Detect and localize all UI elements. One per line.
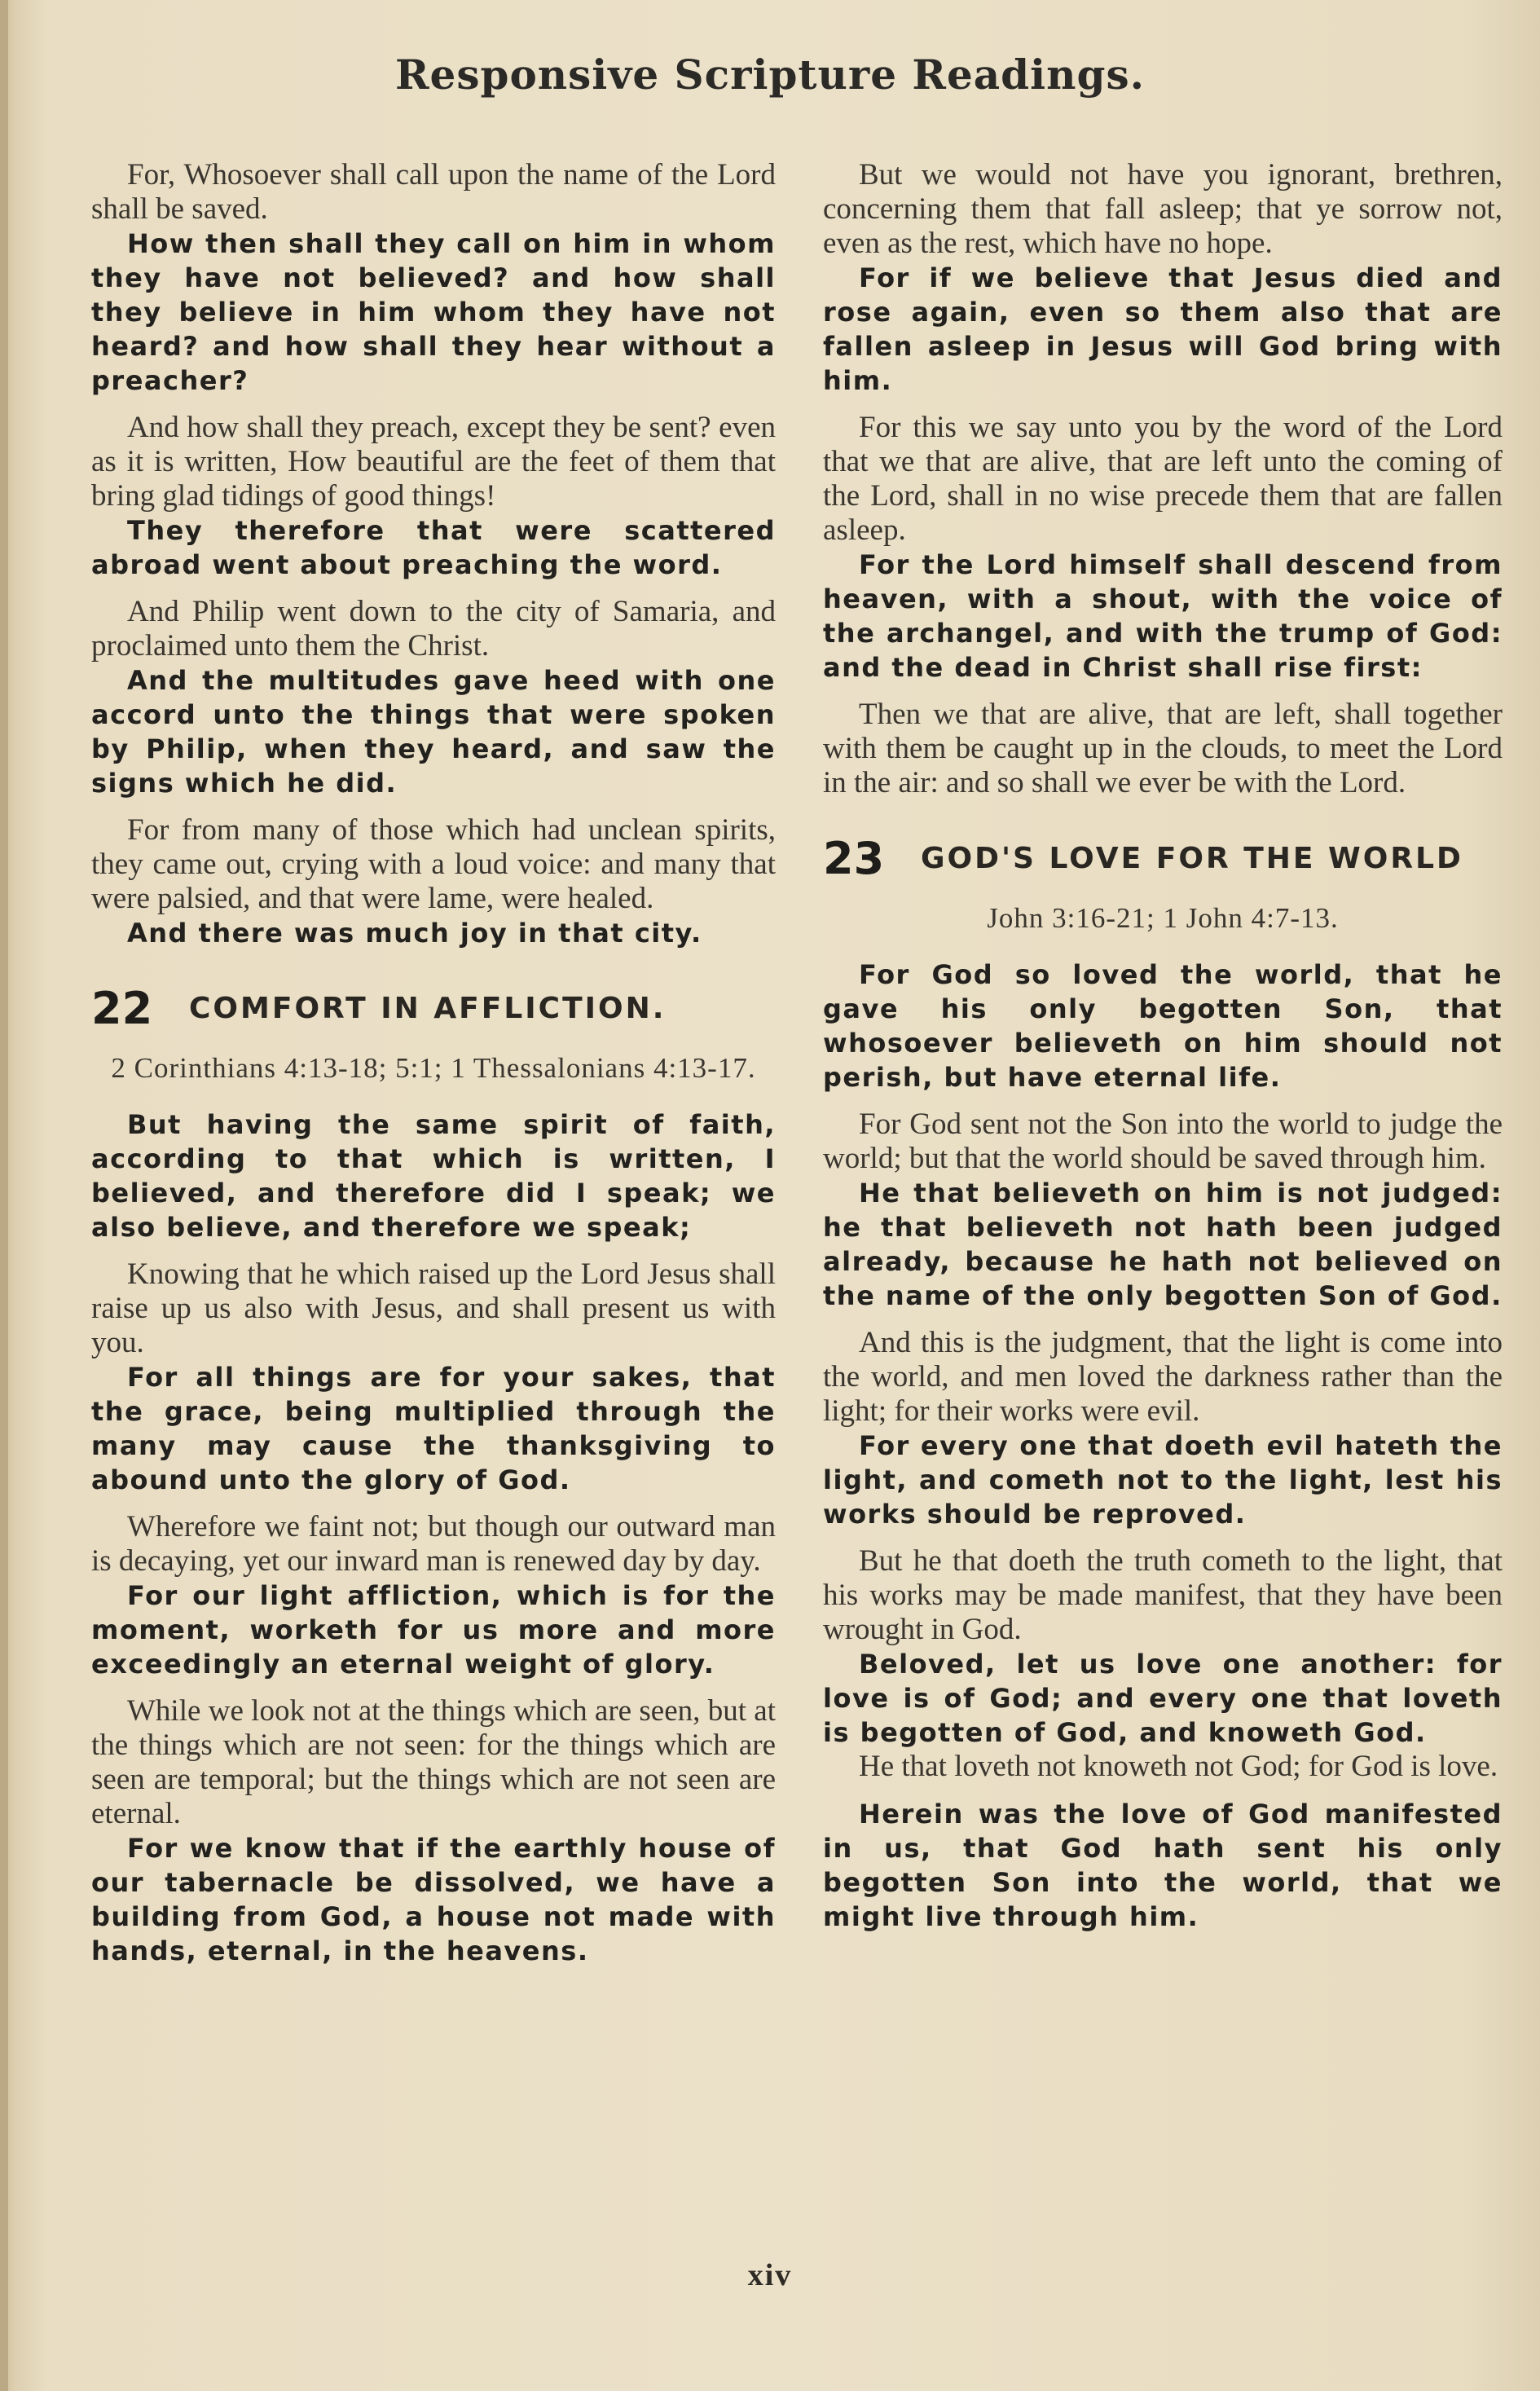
page-spine-edge (0, 0, 8, 2391)
verse-minister: Knowing that he which raised up the Lord Jesus shall raise up us also with Jesus, and shall present us with you. (91, 1257, 776, 1359)
verse-minister: For God sent not the Son into the world to judge the world; but that the world should be saved through him. (823, 1107, 1503, 1175)
page-number: xiv (747, 2258, 793, 2292)
reading-23-verses (823, 958, 1503, 1934)
verse-people: For all things are for your sakes, that the grace, being multiplied through the many may cause the thanksgiving to abound unto the glory of God. (91, 1362, 776, 1495)
verse-people: And there was much joy in that city. (127, 918, 702, 949)
verse-minister: And how shall they preach, except they be sent? even as it is written, How beautiful are the feet of them that bring glad tidings of good things! (91, 411, 776, 513)
reading-title: COMFORT IN AFFLICTION. (189, 992, 667, 1025)
verse-minister: For, Whosoever shall call upon the name of the Lord shall be saved. (91, 158, 776, 226)
verse-people: For every one that doeth evil hateth the light, and cometh not to the light, lest his works should be reproved. (823, 1430, 1503, 1530)
verse-people: Herein was the love of God manifested in us, that God hath sent his only begotten Son into the world, that we might live through him. (823, 1799, 1503, 1932)
reading-heading-23 (823, 833, 1503, 884)
verse-people: He that believeth on him is not judged: he that believeth not hath been judged already, because he hath not believed on the name of the only begotten Son of God. (823, 1178, 1503, 1311)
reading-heading-22 (91, 983, 776, 1034)
verse-people: For our light affliction, which is for the moment, worketh for us more and more exceedingly an eternal weight of glory. (91, 1580, 776, 1680)
right-column (823, 158, 1503, 1934)
verse-people: They therefore that were scattered abroad went about preaching the word. (91, 515, 776, 580)
reading-22-verses (91, 1107, 776, 1968)
verse-people: And the multitudes gave heed with one accord unto the things that were spoken by Philip, when they heard, and saw the signs which he did. (91, 665, 776, 799)
verse-minister: For this we say unto you by the word of the Lord that we that are alive, that are left unto the coming of the Lord, shall in no wise precede them that are fallen asleep. (823, 411, 1503, 547)
verse-minister: He that loveth not knoweth not God; for God is love. (859, 1750, 1498, 1783)
verse-people: For if we believe that Jesus died and rose again, even so them also that are fallen asleep in Jesus will God bring with him. (823, 262, 1503, 396)
verse-minister: Then we that are alive, that are left, shall together with them be caught up in the clouds, to meet the Lord in the air: and so shall we ever be with the Lord. (823, 698, 1503, 799)
verse-people: For the Lord himself shall descend from heaven, with a shout, with the voice of the archangel, and with the trump of God: and the dead in Christ shall rise first: (823, 549, 1503, 683)
verse-minister: And Philip went down to the city of Samaria, and proclaimed unto them the Christ. (91, 595, 776, 663)
reading-number: 22 (91, 983, 153, 1034)
verse-people: But having the same spirit of faith, according to that which is written, I believed, and therefore did I speak; we also believe, and therefore we speak; (91, 1109, 776, 1243)
verse-minister: For from many of those which had unclean spirits, they came out, crying with a loud voice: and many that were palsied, and that were lame, were healed. (91, 813, 776, 915)
verse-people: For God so loved the world, that he gave his only begotten Son, that whosoever believeth on him should not perish, but have eternal life. (823, 959, 1503, 1093)
verse-minister: But he that doeth the truth cometh to the light, that his works may be made manifest, that they have been wrought in God. (823, 1544, 1503, 1646)
verse-people: How then shall they call on him in whom they have not believed? and how shall they believe in him whom they have not heard? and how shall they hear without a preacher? (91, 228, 776, 396)
verse-minister: And this is the judgment, that the light is come into the world, and men loved the darkness rather than the light; for their works were evil. (823, 1326, 1503, 1428)
reading-title: GOD'S LOVE FOR THE WORLD (921, 842, 1463, 875)
reading-number: 23 (823, 833, 885, 884)
verse-minister: Wherefore we faint not; but though our outward man is decaying, yet our inward man is renewed day by day. (91, 1510, 776, 1578)
scripture-reference: 2 Corinthians 4:13-18; 5:1; 1 Thessalonians 4:13-17. (111, 1052, 756, 1084)
verse-minister: While we look not at the things which are seen, but at the things which are not seen: for the things which are seen are temporal; but the things which are not seen are eternal. (91, 1694, 776, 1830)
left-continuation (91, 158, 776, 950)
verse-people: For we know that if the earthly house of our tabernacle be dissolved, we have a building from God, a house not made with hands, eternal, in the heavens. (91, 1833, 776, 1966)
verse-minister: But we would not have you ignorant, brethren, concerning them that fall asleep; that ye sorrow not, even as the rest, which have no hope. (823, 158, 1503, 260)
left-column (91, 158, 776, 1968)
page-title: Responsive Scripture Readings. (394, 51, 1146, 99)
verse-people: Beloved, let us love one another: for love is of God; and every one that loveth is begotten of God, and knoweth God. (823, 1649, 1503, 1748)
scripture-reference: John 3:16-21; 1 John 4:7-13. (987, 902, 1339, 934)
right-continuation (823, 158, 1503, 800)
